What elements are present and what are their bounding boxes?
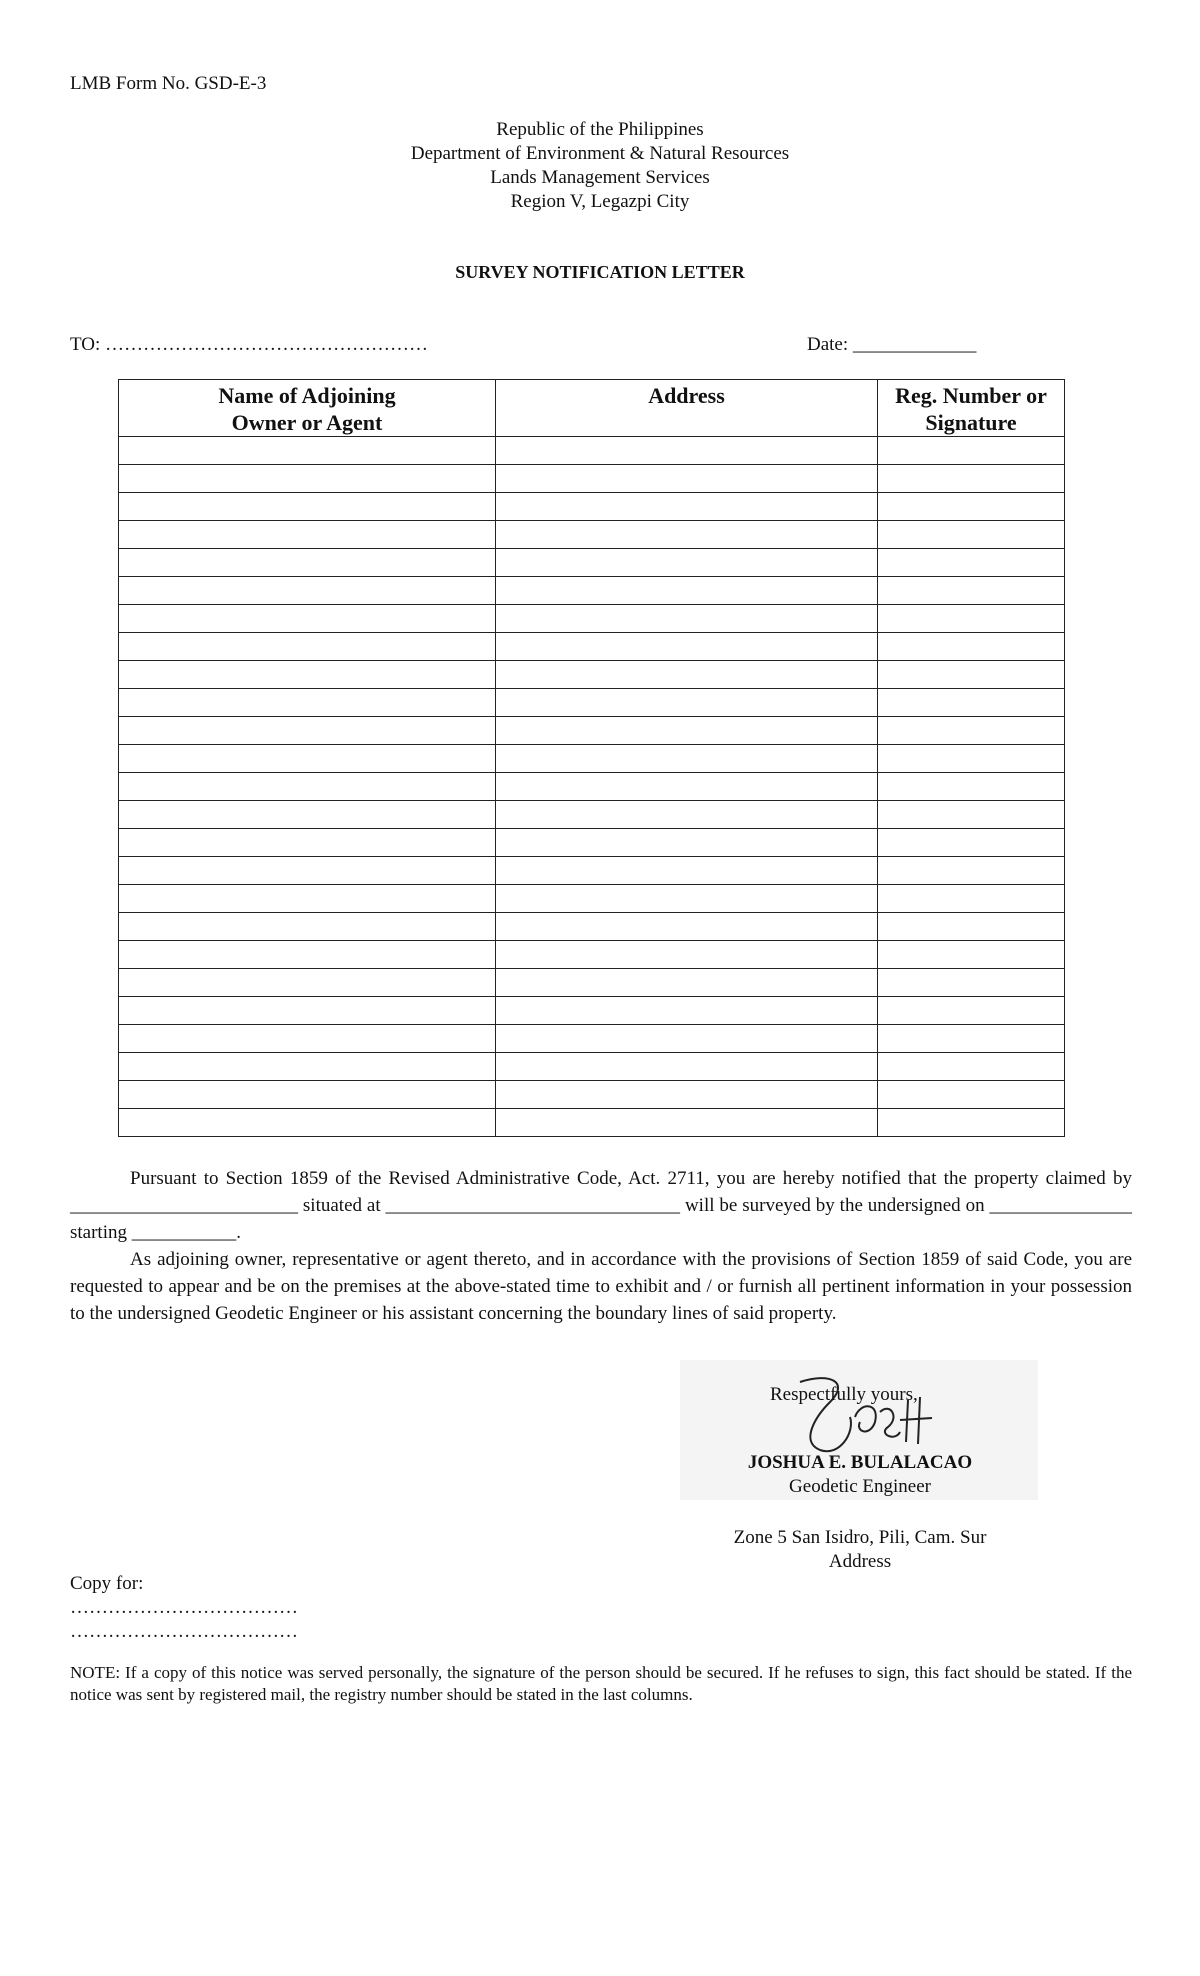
reg-signature-cell <box>878 577 1065 605</box>
reg-signature-cell <box>878 829 1065 857</box>
table-row <box>119 465 1065 493</box>
reg-signature-cell <box>878 437 1065 465</box>
table-row <box>119 997 1065 1025</box>
address-cell <box>496 521 878 549</box>
reg-signature-cell <box>878 941 1065 969</box>
address-cell <box>496 941 878 969</box>
reg-signature-cell <box>878 521 1065 549</box>
notification-body <box>70 1165 1132 1327</box>
reg-signature-cell <box>878 773 1065 801</box>
reg-signature-cell <box>878 633 1065 661</box>
address-cell <box>496 437 878 465</box>
address-cell <box>496 493 878 521</box>
owner-cell <box>119 773 496 801</box>
address-cell <box>496 577 878 605</box>
owner-cell <box>119 549 496 577</box>
table-row <box>119 801 1065 829</box>
reg-signature-cell <box>878 465 1065 493</box>
address-cell <box>496 605 878 633</box>
table-row <box>119 577 1065 605</box>
table-row <box>119 493 1065 521</box>
signer-title: Geodetic Engineer <box>789 1476 931 1497</box>
reg-signature-cell <box>878 801 1065 829</box>
header-services: Lands Management Services <box>490 167 710 188</box>
address-cell <box>496 773 878 801</box>
table-row <box>119 689 1065 717</box>
document-title: SURVEY NOTIFICATION LETTER <box>455 262 745 282</box>
owner-cell <box>119 661 496 689</box>
table-row <box>119 1025 1065 1053</box>
reg-signature-cell <box>878 913 1065 941</box>
table-row <box>119 1081 1065 1109</box>
owner-cell <box>119 605 496 633</box>
owner-cell <box>119 857 496 885</box>
to-field: TO: …………………………………………… <box>70 334 429 355</box>
table-row <box>119 969 1065 997</box>
copy-for-label: Copy for: <box>70 1573 144 1594</box>
table-row <box>119 773 1065 801</box>
table-row <box>119 549 1065 577</box>
agency-header <box>0 118 1200 214</box>
address-cell <box>496 829 878 857</box>
copy-for-line: ……………………………… <box>70 1621 298 1642</box>
owner-cell <box>119 801 496 829</box>
reg-signature-cell <box>878 549 1065 577</box>
owner-cell <box>119 577 496 605</box>
date-field: Date: _____________ <box>807 334 977 355</box>
owner-cell <box>119 1025 496 1053</box>
table-row <box>119 829 1065 857</box>
closing-salutation: Respectfully yours, <box>770 1384 918 1405</box>
owner-cell <box>119 885 496 913</box>
table-row <box>119 661 1065 689</box>
reg-signature-cell <box>878 493 1065 521</box>
table-row <box>119 633 1065 661</box>
owner-cell <box>119 1081 496 1109</box>
address-cell <box>496 1081 878 1109</box>
address-cell <box>496 801 878 829</box>
address-cell <box>496 997 878 1025</box>
reg-signature-cell <box>878 1025 1065 1053</box>
address-cell <box>496 885 878 913</box>
header-republic: Republic of the Philippines <box>496 119 704 140</box>
table-row <box>119 885 1065 913</box>
column-header-reg-signature: Reg. Number or Signature <box>878 380 1065 437</box>
address-cell <box>496 969 878 997</box>
owner-cell <box>119 969 496 997</box>
table-row <box>119 941 1065 969</box>
reg-signature-cell <box>878 857 1065 885</box>
owner-cell <box>119 437 496 465</box>
owner-cell <box>119 521 496 549</box>
signer-address: Zone 5 San Isidro, Pili, Cam. Sur <box>733 1527 987 1548</box>
owner-cell <box>119 829 496 857</box>
table-row <box>119 437 1065 465</box>
table-row <box>119 521 1065 549</box>
adjoining-owners-table <box>118 379 1065 1137</box>
column-header-address: Address <box>496 380 878 437</box>
owner-cell <box>119 745 496 773</box>
reg-signature-cell <box>878 689 1065 717</box>
reg-signature-cell <box>878 661 1065 689</box>
header-department: Department of Environment & Natural Resources <box>410 143 790 164</box>
copy-for-line: ……………………………… <box>70 1597 298 1618</box>
header-region: Region V, Legazpi City <box>510 191 690 212</box>
reg-signature-cell <box>878 1109 1065 1137</box>
address-cell <box>496 1025 878 1053</box>
signer-address-label: Address <box>828 1551 892 1572</box>
reg-signature-cell <box>878 1081 1065 1109</box>
table-row <box>119 1053 1065 1081</box>
address-cell <box>496 745 878 773</box>
signer-name: JOSHUA E. BULALACAO <box>747 1452 973 1473</box>
address-cell <box>496 633 878 661</box>
footer-note: NOTE: If a copy of this notice was served personally, the signature of the person should be secured. If he refuses to sign, this fact should be stated. If the notice was sent by registered mail, the registry number should be stated in the last columns. <box>70 1663 1132 1704</box>
reg-signature-cell <box>878 969 1065 997</box>
table-row <box>119 745 1065 773</box>
owner-cell <box>119 689 496 717</box>
owner-cell <box>119 997 496 1025</box>
owner-cell <box>119 1109 496 1137</box>
address-cell <box>496 913 878 941</box>
reg-signature-cell <box>878 997 1065 1025</box>
owner-cell <box>119 717 496 745</box>
owner-cell <box>119 465 496 493</box>
table-body <box>119 437 1065 1137</box>
address-cell <box>496 717 878 745</box>
reg-signature-cell <box>878 605 1065 633</box>
table-row <box>119 717 1065 745</box>
form-number: LMB Form No. GSD-E-3 <box>70 73 267 94</box>
table-row <box>119 913 1065 941</box>
table-row <box>119 857 1065 885</box>
address-cell <box>496 465 878 493</box>
paragraph-request: As adjoining owner, representative or agent thereto, and in accordance with the provisions of Section 1859 of said Code, you are requested to appear and be on the premises at the above-stated time to exhibit and / or furnish all pertinent information in your possession to the undersigned Geodetic Engineer or his assistant concerning the boundary lines of said property. <box>70 1249 1132 1324</box>
address-cell <box>496 549 878 577</box>
address-cell <box>496 689 878 717</box>
address-cell <box>496 1053 878 1081</box>
column-header-owner: Name of Adjoining Owner or Agent <box>119 380 496 437</box>
table-row <box>119 1109 1065 1137</box>
reg-signature-cell <box>878 885 1065 913</box>
address-cell <box>496 857 878 885</box>
table-header-row <box>119 380 1065 437</box>
owner-cell <box>119 633 496 661</box>
address-cell <box>496 1109 878 1137</box>
owner-cell <box>119 913 496 941</box>
reg-signature-cell <box>878 1053 1065 1081</box>
paragraph-notice: Pursuant to Section 1859 of the Revised Administrative Code, Act. 2711, you are hereby notified that the property claimed by ________________________ situated at _______________________________ will be surveyed by the undersigned on _______________ starting ___________. <box>70 1168 1132 1243</box>
reg-signature-cell <box>878 717 1065 745</box>
reg-signature-cell <box>878 745 1065 773</box>
owner-cell <box>119 941 496 969</box>
owner-cell <box>119 493 496 521</box>
address-cell <box>496 661 878 689</box>
owner-cell <box>119 1053 496 1081</box>
table-row <box>119 605 1065 633</box>
